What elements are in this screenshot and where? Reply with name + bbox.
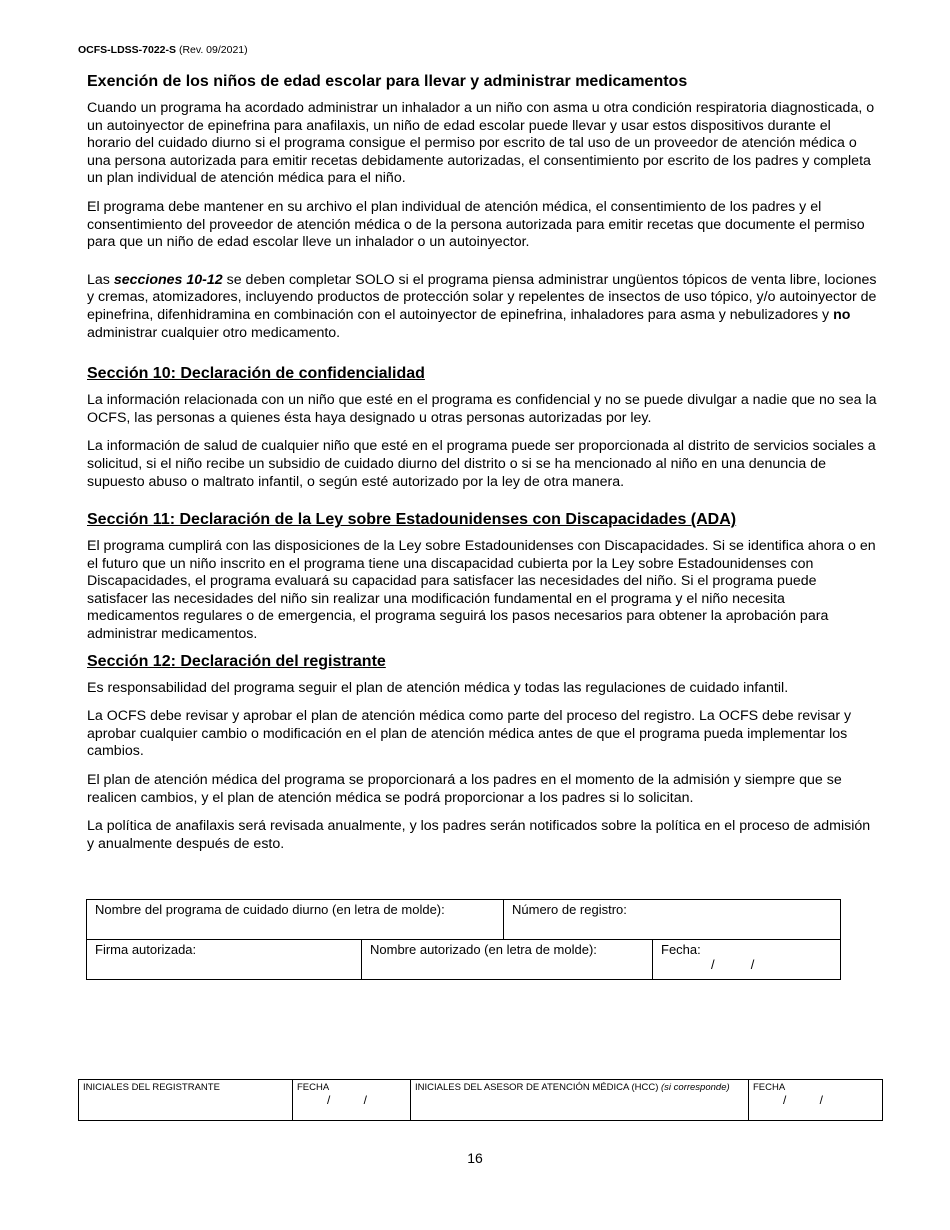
- program-name-field[interactable]: [87, 900, 504, 940]
- hcc-date-slashes: / /: [783, 1093, 824, 1107]
- date-label: Fecha:: [661, 942, 701, 957]
- date-slashes: / /: [711, 957, 755, 972]
- section-12-paragraph-3: El plan de atención médica del programa se proporcionará a los padres en el momento de la admisión y siempre que se realicen cambios, y el plan de atención médica se podrá proporcionar a los padres si lo solicitan.: [87, 772, 842, 806]
- text-run: administrar cualquier otro medicamento.: [87, 324, 341, 341]
- registrant-date-slashes: / /: [327, 1093, 368, 1107]
- date-field[interactable]: [653, 940, 841, 980]
- page-content: [87, 72, 877, 864]
- section-10-paragraph-2: La información de salud de cualquier niño que esté en el programa puede ser proporcionada al distrito de servicios sociales a solicitud, si el niño recibe un subsidio de cuidado diurno del distrito o si se ha mencionado al niño en una denuncia de supuesto abuso o maltrato infantil, o según esté autorizado por la ley de otra manera.: [87, 438, 876, 490]
- hcc-date-field[interactable]: [749, 1080, 883, 1121]
- exemption-paragraph-2: El programa debe mantener en su archivo el plan individual de atención médica, el consentimiento de los padres y el consentimiento del proveedor de atención médica o de la persona autorizada para emitir recetas que documente el permiso para que un niño de edad escolar lleve un inhalador o un autoinyector.: [87, 198, 865, 251]
- form-identifier: [78, 44, 248, 56]
- section-10-paragraph-1: La información relacionada con un niño que esté en el programa es confidencial y no se puede divulgar a nadie que no sea la OCFS, las personas a quienes ésta haya designado u otras personas autorizadas por ley.: [87, 392, 877, 426]
- text-run: se deben completar SOLO si el programa piensa administrar ungüentos tópicos de venta libre, lociones y cremas, atomizadores, incluyendo productos de protección solar y repelentes de insectos de uso tópico, y/o autoinyector de epinefrina, difenhidramina en combinación con el autoinyector de epinefrina, inhaladores para asma y nebulizadores y: [87, 271, 877, 323]
- section-11-title: Sección 11: Declaración de la Ley sobre Estadounidenses con Discapacidades (ADA): [87, 511, 737, 529]
- initials-bar: [78, 1079, 883, 1121]
- authorized-name-field[interactable]: [362, 940, 653, 980]
- form-revision: (Rev. 09/2021): [178, 44, 248, 56]
- registration-number-label: Número de registro:: [512, 902, 627, 917]
- exemption-title: Exención de los niños de edad escolar para llevar y administrar medicamentos: [87, 73, 688, 90]
- section-12-paragraph-1: Es responsabilidad del programa seguir el plan de atención médica y todas las regulaciones de cuidado infantil.: [87, 679, 789, 696]
- section-12-paragraph-4: La política de anafilaxis será revisada anualmente, y los padres serán notificados sobre la política en el proceso de admisión y anualmente después de esto.: [87, 818, 871, 852]
- authorized-signature-field[interactable]: [87, 940, 362, 980]
- section-11-paragraph-1: El programa cumplirá con las disposiciones de la Ley sobre Estadounidenses con Discapacidades. Si se identifica ahora o en el futuro que un niño inscrito en el programa tiene una discapacidad cubierta por la Ley sobre Estadounidenses con Discapacidades, el programa evaluará su capacidad para satisfacer las necesidades del niño. Si el programa puede satisfacer las necesidades del niño sin realizar una modificación fundamental en el programa y el niño necesita medicamentos regulares o de emergencia, el programa seguirá los pasos necesarios para obtener la aprobación para administrar medicamentos.: [87, 538, 876, 643]
- hcc-initials-label: INICIALES DEL ASESOR DE ATENCIÓN MÉDICA (HCC): [415, 1082, 659, 1093]
- text-run: Las: [87, 271, 114, 288]
- section-12-paragraph-2: La OCFS debe revisar y aprobar el plan de atención médica como parte del proceso del registro. La OCFS debe revisar y aprobar cualquier cambio o modificación en el plan de atención médica antes de que el programa pueda implementar los cambios.: [87, 708, 852, 760]
- page-number: 16: [467, 1150, 483, 1166]
- registrant-date-label: FECHA: [297, 1082, 330, 1093]
- form-code: OCFS-LDSS-7022-S: [78, 44, 177, 56]
- exemption-paragraph-3: [87, 272, 877, 342]
- sections-emphasis: secciones 10-12: [113, 271, 223, 288]
- registrant-date-field[interactable]: [293, 1080, 411, 1121]
- section-10-title: Sección 10: Declaración de confidencialidad: [87, 365, 425, 383]
- registrant-initials-label: INICIALES DEL REGISTRANTE: [83, 1082, 220, 1093]
- no-emphasis: no: [833, 306, 851, 323]
- exemption-paragraph-1: Cuando un programa ha acordado administrar un inhalador a un niño con asma u otra condición respiratoria diagnosticada, o un autoinyector de epinefrina para anafilaxis, un niño de edad escolar puede llevar y usar estos dispositivos durante el horario del cuidado diurno si el programa consigue el permiso por escrito de tal uso de un proveedor de atención médica o una persona autorizada para emitir recetas debidamente autorizadas, el consentimiento por escrito de los padres y completa un plan individual de atención médica para el niño.: [87, 100, 875, 187]
- program-name-label: Nombre del programa de cuidado diurno (en letra de molde):: [95, 902, 445, 917]
- registrant-initials-field[interactable]: [79, 1080, 293, 1121]
- registration-number-field[interactable]: [504, 900, 841, 940]
- authorized-signature-label: Firma autorizada:: [95, 942, 197, 957]
- section-12-title: Sección 12: Declaración del registrante: [87, 652, 386, 670]
- hcc-date-label: FECHA: [753, 1082, 786, 1093]
- hcc-initials-field[interactable]: [411, 1080, 749, 1121]
- signature-form: [86, 899, 841, 980]
- authorized-name-label: Nombre autorizado (en letra de molde):: [370, 942, 597, 957]
- hcc-note: (si corresponde): [661, 1082, 730, 1093]
